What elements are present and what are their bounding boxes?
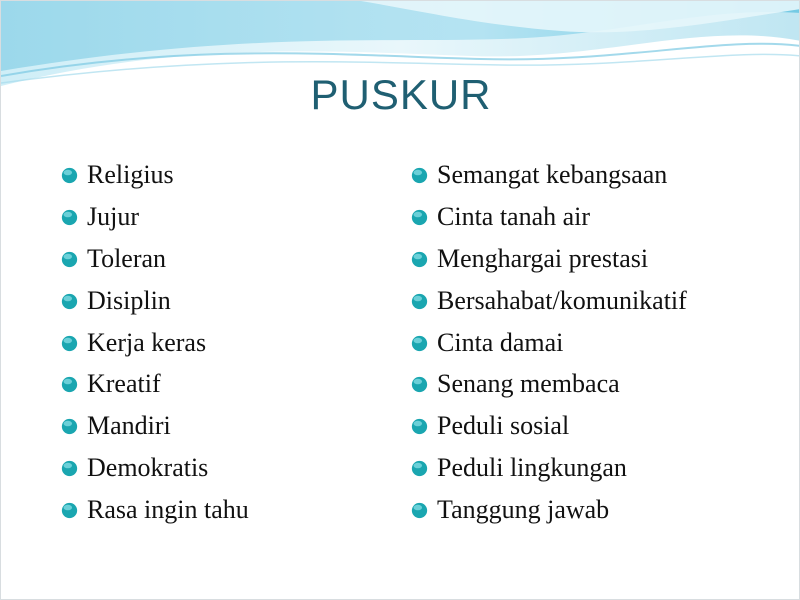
list-item-label: Demokratis (87, 453, 209, 483)
circle-bullet-icon (61, 376, 78, 393)
list-item-label: Jujur (87, 201, 139, 231)
list-item (61, 447, 381, 489)
circle-bullet-icon (61, 335, 78, 352)
list-item (411, 238, 791, 280)
list-item-label: Menghargai prestasi (437, 243, 649, 273)
list-item (61, 363, 381, 405)
list-item-label: Cinta tanah air (437, 201, 591, 231)
circle-bullet-icon (61, 167, 78, 184)
circle-bullet-icon (411, 418, 428, 435)
circle-bullet-icon (411, 460, 428, 477)
list-item (61, 154, 381, 196)
list-item (61, 280, 381, 322)
slide-title: PUSKUR (310, 71, 492, 118)
circle-bullet-icon (61, 293, 78, 310)
circle-bullet-icon (61, 251, 78, 268)
list-item-label: Bersahabat/komunikatif (437, 285, 687, 315)
list-item-label: Disiplin (87, 285, 171, 315)
list-item-label: Peduli sosial (437, 411, 570, 441)
list-item (411, 405, 791, 447)
list-item (61, 489, 381, 531)
list-item-label: Toleran (87, 243, 167, 273)
list-item (61, 196, 381, 238)
circle-bullet-icon (411, 251, 428, 268)
circle-bullet-icon (411, 502, 428, 519)
list-item-label: Senang membaca (437, 369, 620, 399)
circle-bullet-icon (61, 418, 78, 435)
list-item (61, 238, 381, 280)
list-item (61, 405, 381, 447)
circle-bullet-icon (61, 460, 78, 477)
list-item (411, 489, 791, 531)
circle-bullet-icon (411, 376, 428, 393)
list-item-label: Kerja keras (87, 327, 207, 357)
list-item (411, 322, 791, 364)
right-value-list (411, 154, 791, 531)
list-item (411, 280, 791, 322)
circle-bullet-icon (411, 209, 428, 226)
circle-bullet-icon (61, 209, 78, 226)
list-item-label: Cinta damai (437, 327, 564, 357)
list-item (411, 196, 791, 238)
list-item-label: Kreatif (87, 369, 161, 399)
circle-bullet-icon (411, 335, 428, 352)
left-value-list (61, 154, 381, 531)
list-item (411, 154, 791, 196)
list-item-label: Semangat kebangsaan (437, 160, 668, 189)
list-item (411, 447, 791, 489)
circle-bullet-icon (411, 293, 428, 310)
list-item-label: Religius (87, 160, 174, 189)
circle-bullet-icon (61, 502, 78, 519)
list-item (61, 322, 381, 364)
list-item-label: Tanggung jawab (437, 495, 610, 525)
list-item-label: Rasa ingin tahu (87, 495, 249, 525)
circle-bullet-icon (411, 167, 428, 184)
list-item (411, 363, 791, 405)
list-item-label: Peduli lingkungan (437, 453, 627, 483)
list-item-label: Mandiri (87, 411, 171, 441)
